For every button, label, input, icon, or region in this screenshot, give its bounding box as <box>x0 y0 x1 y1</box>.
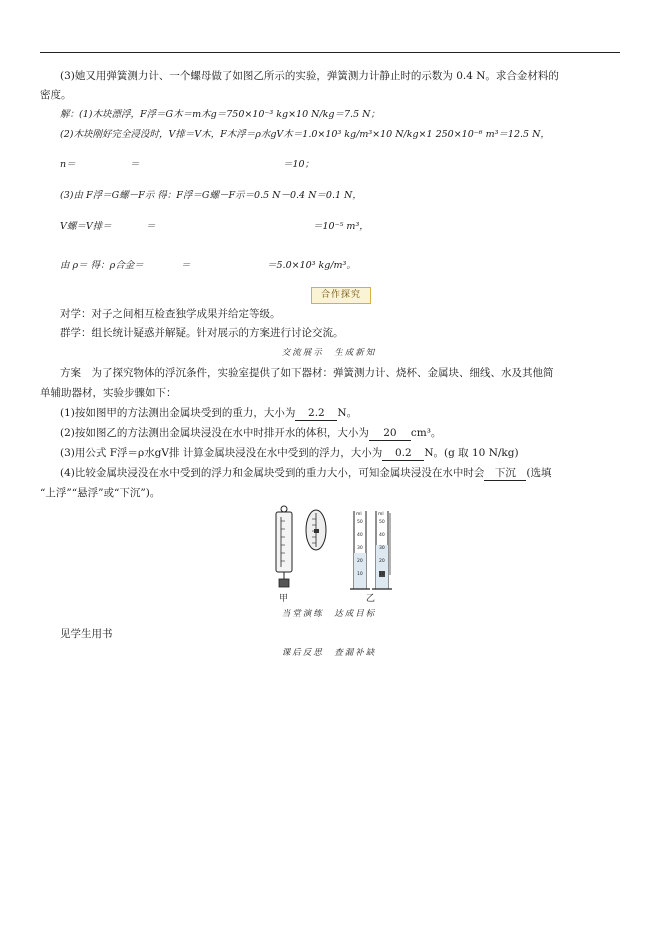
section-heading-reflect: 课后反思 查漏补缺 <box>281 648 377 658</box>
step-1 <box>60 406 357 421</box>
cyl-left-tick-10: 10 <box>357 572 363 577</box>
solution-line-2: (2)木块刚好完全浸没时，V排＝V木，F木浮＝ρ水gV木＝1.0×10³ kg/m³×10 N/kg×1 250×10⁻⁶ m³＝12.5 N， <box>60 129 550 140</box>
solution-rho-eq: ＝ <box>181 260 191 271</box>
cyl-left-tick-50: 50 <box>357 520 363 525</box>
cyl-left-tick-40: 40 <box>357 533 363 538</box>
student-book-note: 见学生用书 <box>60 628 113 640</box>
step-3-text: (3)用公式 F浮＝ρ水gV排 计算金属块浸没在水中受到的浮力，大小为 <box>60 447 383 459</box>
figure-label-yi: 乙 <box>366 594 376 604</box>
group-study-text: 群学：组长统计疑惑并解疑。针对展示的方案进行讨论交流。 <box>60 327 344 339</box>
step-3 <box>60 446 519 461</box>
solution-line-1: 解：(1)木块漂浮，F浮＝G木＝m木g＝750×10⁻³ kg×10 N/kg＝7.5 N； <box>60 109 380 120</box>
q3-text-line2: 密度。 <box>40 89 72 101</box>
section-heading-practice: 当堂演练 达成目标 <box>281 609 377 619</box>
section-heading-exchange: 交流展示 生成新知 <box>281 348 377 358</box>
step-4-line2: “上浮”“悬浮”或“下沉”)。 <box>40 487 161 499</box>
spring-scale-diagram <box>276 506 292 587</box>
cyl-right-tick-30: 30 <box>379 546 385 551</box>
step-1-text: (1)按如图甲的方法测出金属块受到的重力，大小为 <box>60 407 296 419</box>
step-4-answer: 下沉 <box>484 466 526 481</box>
cylinder-left-unit: ml <box>356 512 362 517</box>
cyl-left-tick-30: 30 <box>357 546 363 551</box>
step-2-unit: cm³。 <box>410 427 442 439</box>
experiment-intro-line1: 方案 为了探究物体的浮沉条件，实验室提供了如下器材：弹簧测力计、烧杯、金属块、细线、水及其他简 <box>60 367 554 379</box>
solution-v-eq: ＝ <box>146 221 156 232</box>
experiment-figure <box>268 505 398 605</box>
q3-text-line1: (3)她又用弹簧测力计、一个螺母做了如图乙所示的实验，弹簧测力计静止时的示数为 0.4 N。求合金材料的 <box>60 70 559 82</box>
pair-study-text: 对学：对子之间相互检查独学成果并给定等级。 <box>60 308 281 320</box>
cyl-right-tick-50: 50 <box>379 520 385 525</box>
solution-rho-label: 由 ρ＝ 得：ρ合金＝ <box>60 260 144 271</box>
cyl-right-tick-20: 20 <box>379 559 385 564</box>
step-1-answer: 2.2 <box>295 406 337 421</box>
step-3-answer: 0.2 <box>382 446 424 461</box>
step-4-hint: (选填 <box>526 467 552 479</box>
step-2 <box>60 426 441 441</box>
step-4 <box>60 466 551 481</box>
figure-label-jia: 甲 <box>279 594 289 604</box>
solution-v-label: V螺＝V排＝ <box>60 221 112 232</box>
solution-n-label: n＝ <box>60 159 76 170</box>
step-3-unit: N。(g 取 10 N/kg) <box>424 447 519 459</box>
solution-n-eq: ＝ <box>130 159 140 170</box>
top-rule <box>40 52 620 53</box>
section-badge-cooperation: 合作探究 <box>311 287 371 304</box>
cyl-right-tick-10: 10 <box>379 572 385 577</box>
step-4-text: (4)比较金属块浸没在水中受到的浮力和金属块受到的重力大小，可知金属块浸没在水中时会 <box>60 467 485 479</box>
scale-zoom-view <box>306 510 326 550</box>
solution-v-result: ＝10⁻⁵ m³， <box>313 221 369 232</box>
solution-rho-result: ＝5.0×10³ kg/m³。 <box>267 260 356 271</box>
solution-line-4: (3)由 F浮＝G螺－F示 得：F浮＝G螺－F示＝0.5 N－0.4 N＝0.1 N， <box>60 190 362 201</box>
cyl-right-tick-40: 40 <box>379 533 385 538</box>
step-2-text: (2)按如图乙的方法测出金属块浸没在水中时排开水的体积，大小为 <box>60 427 369 439</box>
step-2-answer: 20 <box>369 426 411 441</box>
solution-n-result: ＝10； <box>283 159 315 170</box>
cylinder-right-unit: ml <box>378 512 384 517</box>
cyl-left-tick-20: 20 <box>357 559 363 564</box>
experiment-intro-line2: 单辅助器材，实验步骤如下： <box>40 387 177 399</box>
step-1-unit: N。 <box>337 407 358 419</box>
